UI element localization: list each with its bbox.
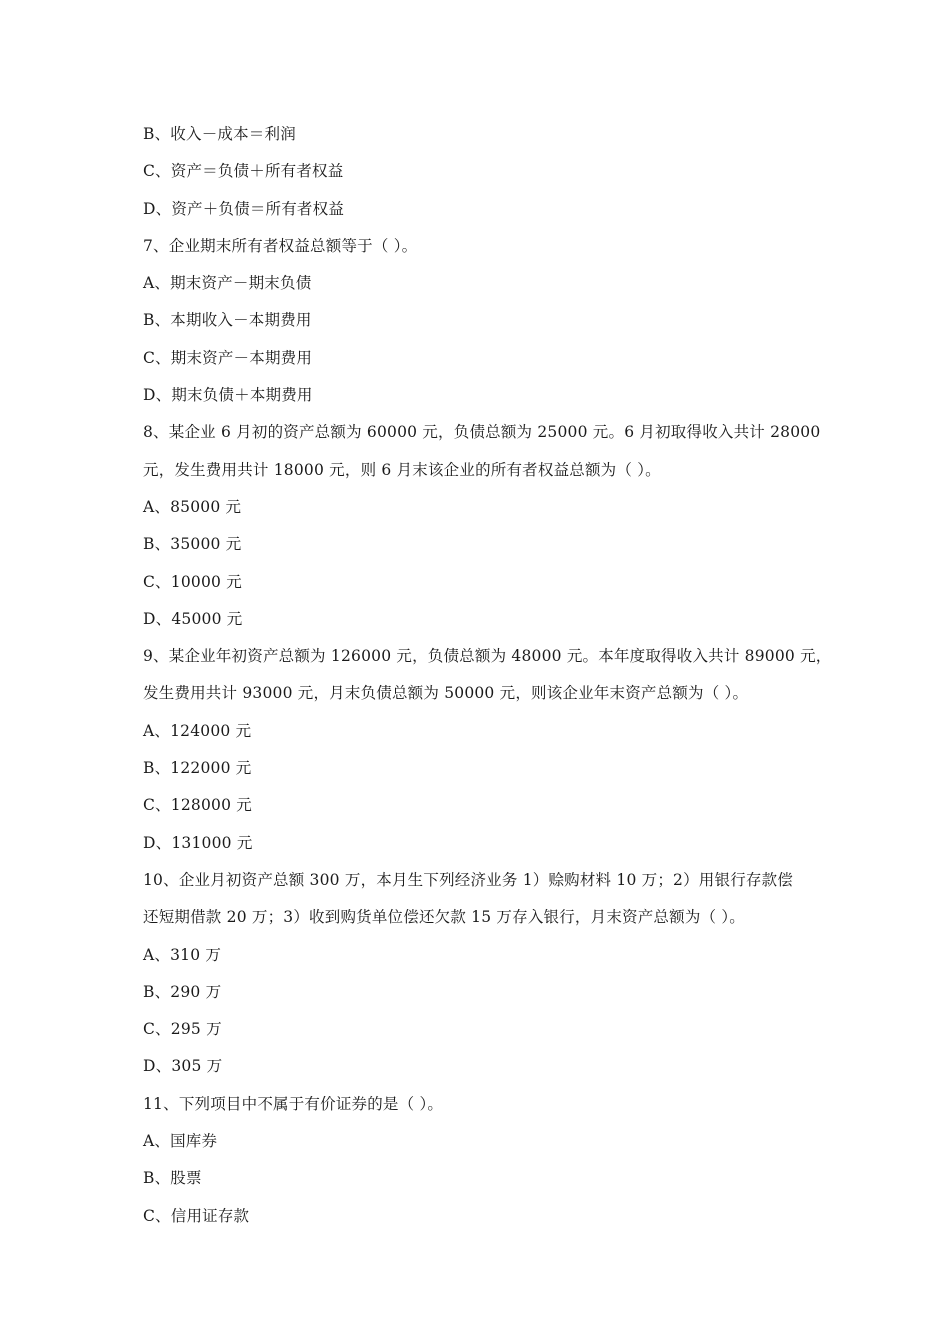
option-line: B、本期收入－本期费用 [143, 311, 312, 330]
option-line: B、290 万 [143, 982, 222, 1001]
text-line: B、收入－成本＝利润 [143, 125, 296, 143]
option-line: D、期末负债＋本期费用 [143, 386, 313, 405]
question-line: 11、下列项目中不属于有价证券的是（ ）。 [143, 1094, 444, 1113]
option-line: D、305 万 [143, 1057, 223, 1076]
option-line: C、信用证存款 [143, 1206, 250, 1225]
option-line: C、128000 元 [143, 796, 252, 815]
text-line: D、资产＋负债＝所有者权益 [143, 199, 345, 218]
option-line: A、85000 元 [143, 497, 242, 516]
option-line: A、124000 元 [143, 721, 252, 740]
option-line: D、131000 元 [143, 833, 253, 852]
option-line: B、122000 元 [143, 759, 252, 778]
option-line: A、310 万 [143, 945, 222, 964]
option-line: A、国库券 [143, 1132, 218, 1151]
question-line: 8、某企业 6 月初的资产总额为 60000 元，负债总额为 25000 元。6 月初取得收入共计 28000 [143, 423, 821, 442]
text-line: C、资产＝负债＋所有者权益 [143, 162, 344, 181]
question-line: 元，发生费用共计 18000 元，则 6 月末该企业的所有者权益总额为（ ）。 [143, 460, 661, 479]
question-line: 还短期借款 20 万；3）收到购货单位偿还欠款 15 万存入银行，月末资产总额为（ ）。 [143, 908, 745, 927]
document-body [143, 116, 832, 1235]
option-line: A、期末资产－期末负债 [143, 274, 312, 293]
question-line: 10、企业月初资产总额 300 万，本月生下列经济业务 1）赊购材料 10 万；2）用银行存款偿 [143, 870, 793, 889]
option-line: C、10000 元 [143, 572, 242, 591]
question-line: 发生费用共计 93000 元，月末负债总额为 50000 元，则该企业年末资产总额为（ ）。 [143, 684, 749, 703]
option-line: B、35000 元 [143, 535, 242, 554]
option-line: C、295 万 [143, 1020, 222, 1039]
option-line: B、股票 [143, 1169, 202, 1188]
option-line: D、45000 元 [143, 609, 243, 628]
question-line: 7、企业期末所有者权益总额等于（ ）。 [143, 236, 418, 255]
question-line: 9、某企业年初资产总额为 126000 元，负债总额为 48000 元。本年度取得收入共计 89000 元， [143, 647, 832, 666]
option-line: C、期末资产－本期费用 [143, 348, 313, 367]
